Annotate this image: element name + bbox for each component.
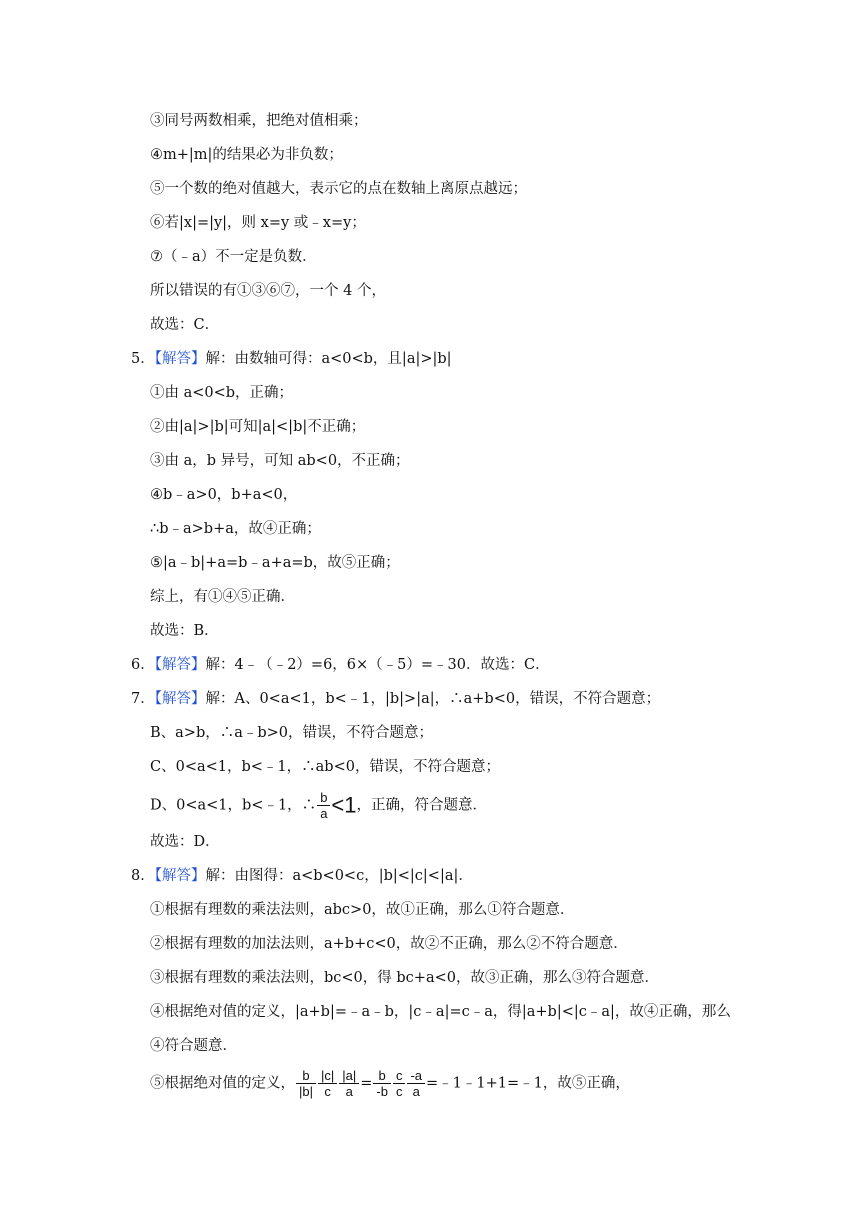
numerator: |c|	[318, 1068, 337, 1084]
fraction	[393, 1068, 406, 1099]
denominator: a	[320, 806, 328, 821]
answer-tag: 【解答】	[154, 657, 206, 673]
text-line: ④m+|m|的结果必为非负数；	[150, 147, 343, 163]
text-line: ③同号两数相乘，把绝对值相乘；	[150, 113, 368, 129]
numerator: b	[373, 1068, 391, 1084]
text-line: ③根据有理数的乘法法则，bc<0，得 bc+a<0，故③正确，那么③符合题意．	[150, 970, 659, 986]
text-line: ⑤一个数的绝对值越大，表示它的点在数轴上离原点越远；	[150, 181, 527, 197]
numerator: c	[393, 1068, 406, 1084]
text-line: ④b﹣a>0，b+a<0，	[150, 487, 298, 503]
fraction-line	[150, 1068, 630, 1099]
numerator: b	[317, 790, 330, 806]
question-6-header	[131, 655, 550, 675]
line-suffix: ，正确，符合题意．	[356, 797, 488, 814]
line-suffix: =﹣1﹣1+1=﹣1，故⑤正确，	[426, 1075, 630, 1092]
question-number: 6．	[131, 657, 155, 673]
answer-text: 解：由图得：a<b<0<c，|b|<|c|<|a|．	[205, 868, 473, 884]
text-line: 故选：D．	[150, 834, 220, 850]
text-line: ④根据绝对值的定义，|a+b|=﹣a﹣b，|c﹣a|=c﹣a，得|a+b|<|c﹣a|，故④正确，那么	[150, 1004, 731, 1020]
text-line: ∴b﹣a>b+a，故④正确；	[150, 521, 321, 537]
fraction	[339, 1068, 359, 1099]
question-number: 8．	[131, 868, 155, 884]
text-line: ②根据有理数的加法法则，a+b+c<0，故②不正确，那么②不符合题意．	[150, 936, 628, 952]
fraction	[407, 1068, 425, 1099]
text-line: B、a>b，∴a﹣b>0，错误，不符合题意；	[150, 725, 434, 741]
text-line: C、0<a<1，b<﹣1，∴ab<0，错误，不符合题意；	[150, 759, 500, 775]
fraction	[296, 1068, 316, 1099]
text-line: 综上，有①④⑤正确．	[150, 589, 295, 605]
fraction-line	[150, 790, 487, 821]
question-number: 7．	[131, 691, 155, 707]
numerator: |a|	[339, 1068, 359, 1084]
line-prefix: ⑤根据绝对值的定义，	[150, 1075, 295, 1092]
answer-text: 解：由数轴可得：a<0<b，且|a|>|b|	[205, 351, 452, 367]
text-line: 故选：B．	[150, 623, 219, 639]
text-line: 所以错误的有①③⑥⑦，一个 4 个，	[150, 283, 386, 299]
answer-tag: 【解答】	[154, 351, 206, 367]
numerator: -a	[407, 1068, 425, 1084]
line-prefix: D、0<a<1，b<﹣1，∴	[150, 797, 317, 814]
text-line: ③由 a，b 异号，可知 ab<0，不正确；	[150, 453, 410, 469]
text-line: ⑤|a﹣b|+a=b﹣a+a=b，故⑤正确；	[150, 555, 400, 571]
question-5-header	[131, 349, 452, 369]
denominator: |b|	[299, 1084, 313, 1099]
denominator: c	[324, 1084, 331, 1099]
less-than-one: <1	[331, 792, 357, 818]
text-line: ①由 a<0<b，正确；	[150, 385, 294, 401]
equals-sign: =	[360, 1075, 373, 1092]
text-line: ④符合题意．	[150, 1038, 237, 1054]
question-number: 5．	[131, 351, 155, 367]
denominator: c	[395, 1084, 403, 1099]
text-line: ⑥若|x|=|y|，则 x=y 或﹣x=y；	[150, 215, 366, 231]
fraction	[318, 1068, 337, 1099]
question-8-header	[131, 866, 473, 886]
question-7-header	[131, 689, 660, 709]
text-line: ⑦（﹣a）不一定是负数．	[150, 249, 317, 265]
text-line: ①根据有理数的乘法法则，abc>0，故①正确，那么①符合题意．	[150, 902, 575, 918]
fraction	[373, 1068, 391, 1099]
fraction	[317, 790, 330, 821]
denominator: a	[345, 1084, 353, 1099]
numerator: b	[296, 1068, 316, 1084]
answer-tag: 【解答】	[154, 868, 206, 884]
answer-text: 解：4﹣（﹣2）=6，6×（﹣5）=﹣30．故选：C．	[205, 657, 550, 673]
text-line: 故选：C．	[150, 317, 220, 333]
text-line: ②由|a|>|b|可知|a|<|b|不正确；	[150, 419, 366, 435]
denominator: -b	[376, 1084, 388, 1099]
answer-text: 解：A、0<a<1，b<﹣1，|b|>|a|，∴a+b<0，错误，不符合题意；	[205, 691, 661, 707]
denominator: a	[412, 1084, 420, 1099]
answer-tag: 【解答】	[154, 691, 206, 707]
